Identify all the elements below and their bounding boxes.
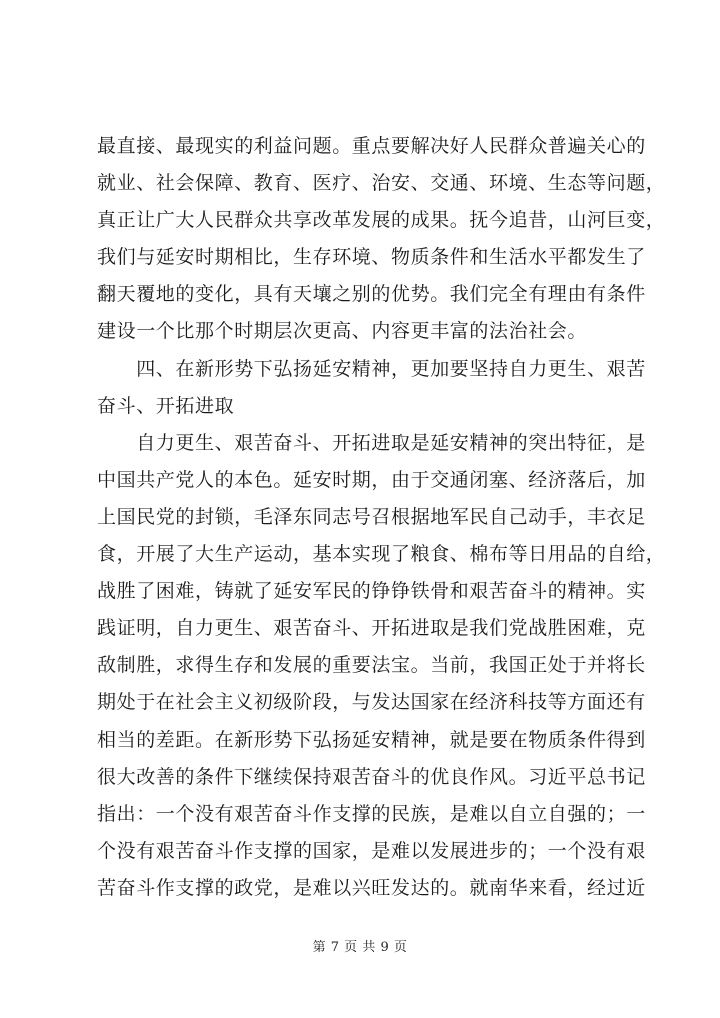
text-line: 中国共产党人的本色。延安时期，由于交通闭塞、经济落后，加 <box>97 468 646 491</box>
text-line: 战胜了困难，铸就了延安军民的铮铮铁骨和艰苦奋斗的精神。实 <box>97 580 646 603</box>
text-line: 建设一个比那个时期层次更高、内容更丰富的法治社会。 <box>97 320 588 343</box>
text-line: 个没有艰苦奋斗作支撑的国家，是难以发展进步的；一个没有艰 <box>97 839 646 862</box>
text-line: 践证明，自力更生、艰苦奋斗、开拓进取是我们党战胜困难，克 <box>97 617 646 640</box>
text-line: 真正让广大人民群众共享改革发展的成果。抚今追昔，山河巨变， <box>97 209 666 232</box>
body-text <box>97 128 666 907</box>
section-heading-line: 四、在新形势下弘扬延安精神，更加要坚持自力更生、艰苦 <box>97 357 646 380</box>
text-line: 食，开展了大生产运动，基本实现了粮食、棉布等日用品的自给， <box>97 543 666 566</box>
text-line: 很大改善的条件下继续保持艰苦奋斗的优良作风。习近平总书记 <box>97 765 646 788</box>
text-line: 敌制胜，求得生存和发展的重要法宝。当前，我国正处于并将长 <box>97 654 646 677</box>
text-line: 期处于在社会主义初级阶段，与发达国家在经济科技等方面还有 <box>97 691 646 714</box>
page-number-footer: 第 7 页 共 9 页 <box>312 940 408 955</box>
text-line: 自力更生、艰苦奋斗、开拓进取是延安精神的突出特征，是 <box>97 431 646 454</box>
text-line: 翻天覆地的变化，具有天壤之别的优势。我们完全有理由有条件 <box>97 283 646 306</box>
text-line: 上国民党的封锁，毛泽东同志号召根据地军民自己动手，丰衣足 <box>97 505 646 528</box>
text-line: 我们与延安时期相比，生存环境、物质条件和生活水平都发生了 <box>97 246 646 269</box>
text-line: 就业、社会保障、教育、医疗、治安、交通、环境、生态等问题， <box>97 172 666 195</box>
text-line: 最直接、最现实的利益问题。重点要解决好人民群众普遍关心的 <box>97 135 646 157</box>
text-line: 指出：一个没有艰苦奋斗作支撑的民族，是难以自立自强的；一 <box>97 802 646 825</box>
text-line: 苦奋斗作支撑的政党，是难以兴旺发达的。就南华来看，经过近 <box>97 876 646 899</box>
text-line: 相当的差距。在新形势下弘扬延安精神，就是要在物质条件得到 <box>97 728 646 751</box>
section-heading-line: 奋斗、开拓进取 <box>97 394 235 417</box>
